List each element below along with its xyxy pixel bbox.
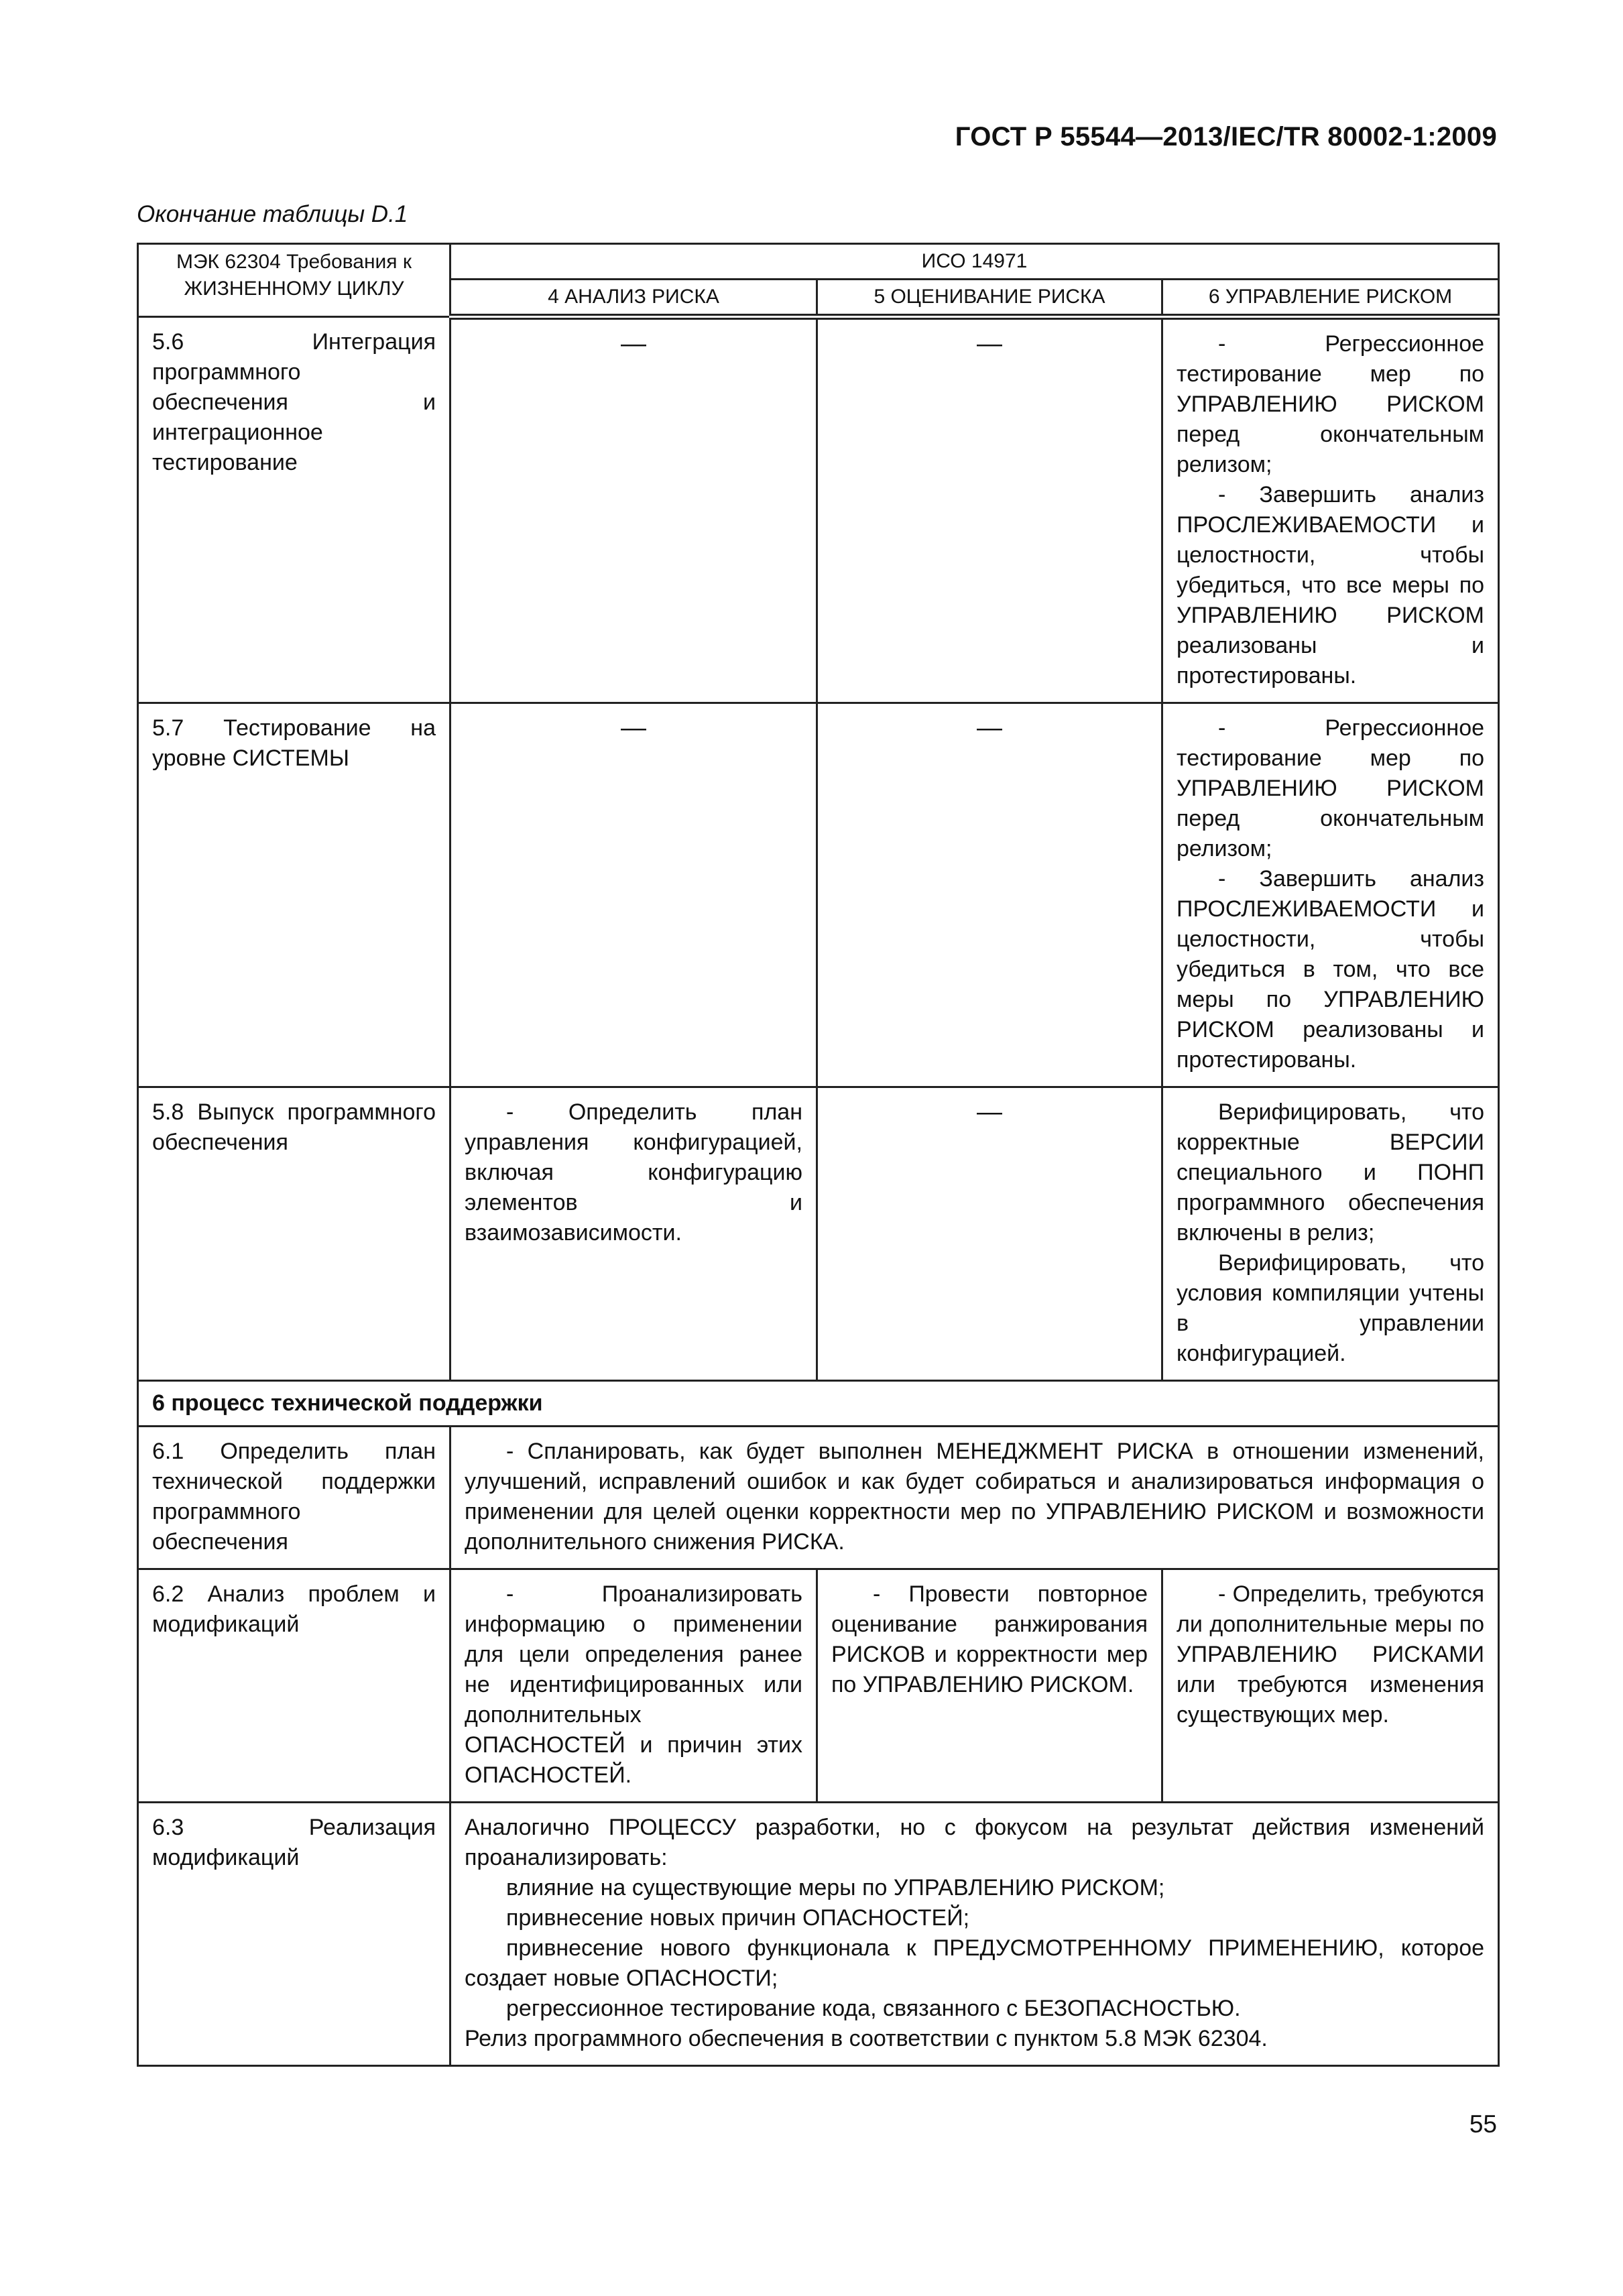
table-row: [138, 317, 1499, 703]
document-code: ГОСТ Р 55544—2013/IEC/TR 80002-1:2009: [955, 122, 1497, 152]
merged-cell: [450, 1427, 1499, 1569]
evaluation-cell: [817, 317, 1162, 703]
table-row: [138, 703, 1499, 1087]
dash-mark: —: [621, 330, 646, 358]
merged-cell: [450, 1803, 1499, 2066]
analysis-cell: [450, 317, 817, 703]
header-risk-analysis: 4 АНАЛИЗ РИСКА: [450, 280, 817, 317]
modification-item: привнесение нового функционала к ПРЕДУСМОТРЕННОМУ ПРИМЕНЕНИЮ, которое создает новые ОПАСНОСТИ;: [465, 1935, 1485, 1991]
dash-mark: —: [977, 1098, 1002, 1126]
analysis-cell: [450, 703, 817, 1087]
control-item: - Определить, требуются ли дополнительные меры по УПРАВЛЕНИЮ РИСКАМИ или требуются изменения существующих мер.: [1177, 1581, 1485, 1728]
table-row: [138, 1803, 1499, 2066]
table-row: [138, 1569, 1499, 1803]
control-cell: [1162, 317, 1499, 703]
modification-item: привнесение новых причин ОПАСНОСТЕЙ;: [506, 1905, 970, 1931]
analysis-cell: [450, 1569, 817, 1803]
analysis-text: - Проанализировать информацию о применении для цели определения ранее не идентифицированных или дополнительных ОПАСНОСТЕЙ и причин этих ОПАСНОСТЕЙ.: [465, 1581, 802, 1788]
dash-mark: —: [977, 714, 1002, 742]
modification-item: регрессионное тестирование кода, связанного с БЕЗОПАСНОСТЬЮ.: [506, 1996, 1241, 2021]
dash-mark: —: [977, 330, 1002, 358]
modification-item: влияние на существующие меры по УПРАВЛЕНИЮ РИСКОМ;: [506, 1875, 1165, 1900]
table-row: [138, 1087, 1499, 1381]
requirement-cell: 6.2 Анализ проблем и модификаций: [138, 1569, 450, 1803]
control-item: - Завершить анализ ПРОСЛЕЖИВАЕМОСТИ и целостности, чтобы убедиться, что все меры по УПРАВЛЕНИЮ РИСКОМ реализованы и протестированы.: [1177, 482, 1485, 688]
header-risk-control: 6 УПРАВЛЕНИЕ РИСКОМ: [1162, 280, 1499, 317]
modification-intro: Аналогично ПРОЦЕССУ разработки, но с фокусом на результат действия изменений проанализировать:: [465, 1815, 1485, 1870]
requirement-cell: 6.3 Реализация модификаций: [138, 1803, 450, 2066]
requirement-cell: 6.1 Определить план технической поддержки программного обеспечения: [138, 1427, 450, 1569]
page-number: 55: [1469, 2110, 1497, 2138]
analysis-text: - Определить план управления конфигурацией, включая конфигурацию элементов и взаимозависимости.: [465, 1099, 802, 1246]
control-item: - Завершить анализ ПРОСЛЕЖИВАЕМОСТИ и целостности, чтобы убедиться в том, что все меры по УПРАВЛЕНИЮ РИСКОМ реализованы и протестированы.: [1177, 866, 1485, 1073]
header-risk-evaluation: 5 ОЦЕНИВАНИЕ РИСКА: [817, 280, 1162, 317]
control-item: - Регрессионное тестирование мер по УПРАВЛЕНИЮ РИСКОМ перед окончательным релизом;: [1177, 331, 1485, 477]
header-iso-group: ИСО 14971: [450, 244, 1499, 280]
analysis-cell: [450, 1087, 817, 1381]
section-row: [138, 1381, 1499, 1427]
control-cell: [1162, 1087, 1499, 1381]
header-lifecycle: МЭК 62304 Требования к ЖИЗНЕННОМУ ЦИКЛУ: [138, 244, 450, 317]
table-caption: Окончание таблицы D.1: [137, 201, 408, 227]
modification-outro: Релиз программного обеспечения в соответствии с пунктом 5.8 МЭК 62304.: [465, 2026, 1268, 2051]
table-row: [138, 1427, 1499, 1569]
requirement-cell: 5.6 Интеграция программного обеспечения и интеграционное тестирование: [138, 317, 450, 703]
requirements-table: [137, 243, 1500, 2067]
evaluation-cell: [817, 1087, 1162, 1381]
evaluation-text: - Провести повторное оценивание ранжирования РИСКОВ и корректности мер по УПРАВЛЕНИЮ РИСКОМ.: [831, 1581, 1148, 1697]
table-head-row-1: [138, 244, 1499, 280]
evaluation-cell: [817, 1569, 1162, 1803]
evaluation-cell: [817, 703, 1162, 1087]
control-item: - Регрессионное тестирование мер по УПРАВЛЕНИЮ РИСКОМ перед окончательным релизом;: [1177, 715, 1485, 861]
control-item: Верифицировать, что корректные ВЕРСИИ специального и ПОНП программного обеспечения включены в релиз;: [1177, 1099, 1485, 1246]
plan-text: - Спланировать, как будет выполнен МЕНЕДЖМЕНТ РИСКА в отношении изменений, улучшений, исправлений ошибок и как будет собираться и анализироваться информация о применении для целей оценки корректности мер по УПРАВЛЕНИЮ РИСКОМ и возможности дополнительного снижения РИСКА.: [465, 1439, 1485, 1555]
requirement-cell: 5.7 Тестирование на уровне СИСТЕМЫ: [138, 703, 450, 1087]
control-cell: [1162, 1569, 1499, 1803]
section-title: 6 процесс технической поддержки: [138, 1381, 1499, 1427]
dash-mark: —: [621, 714, 646, 742]
control-cell: [1162, 703, 1499, 1087]
control-item: Верифицировать, что условия компиляции учтены в управлении конфигурацией.: [1177, 1250, 1485, 1366]
requirement-cell: 5.8 Выпуск программного обеспечения: [138, 1087, 450, 1381]
